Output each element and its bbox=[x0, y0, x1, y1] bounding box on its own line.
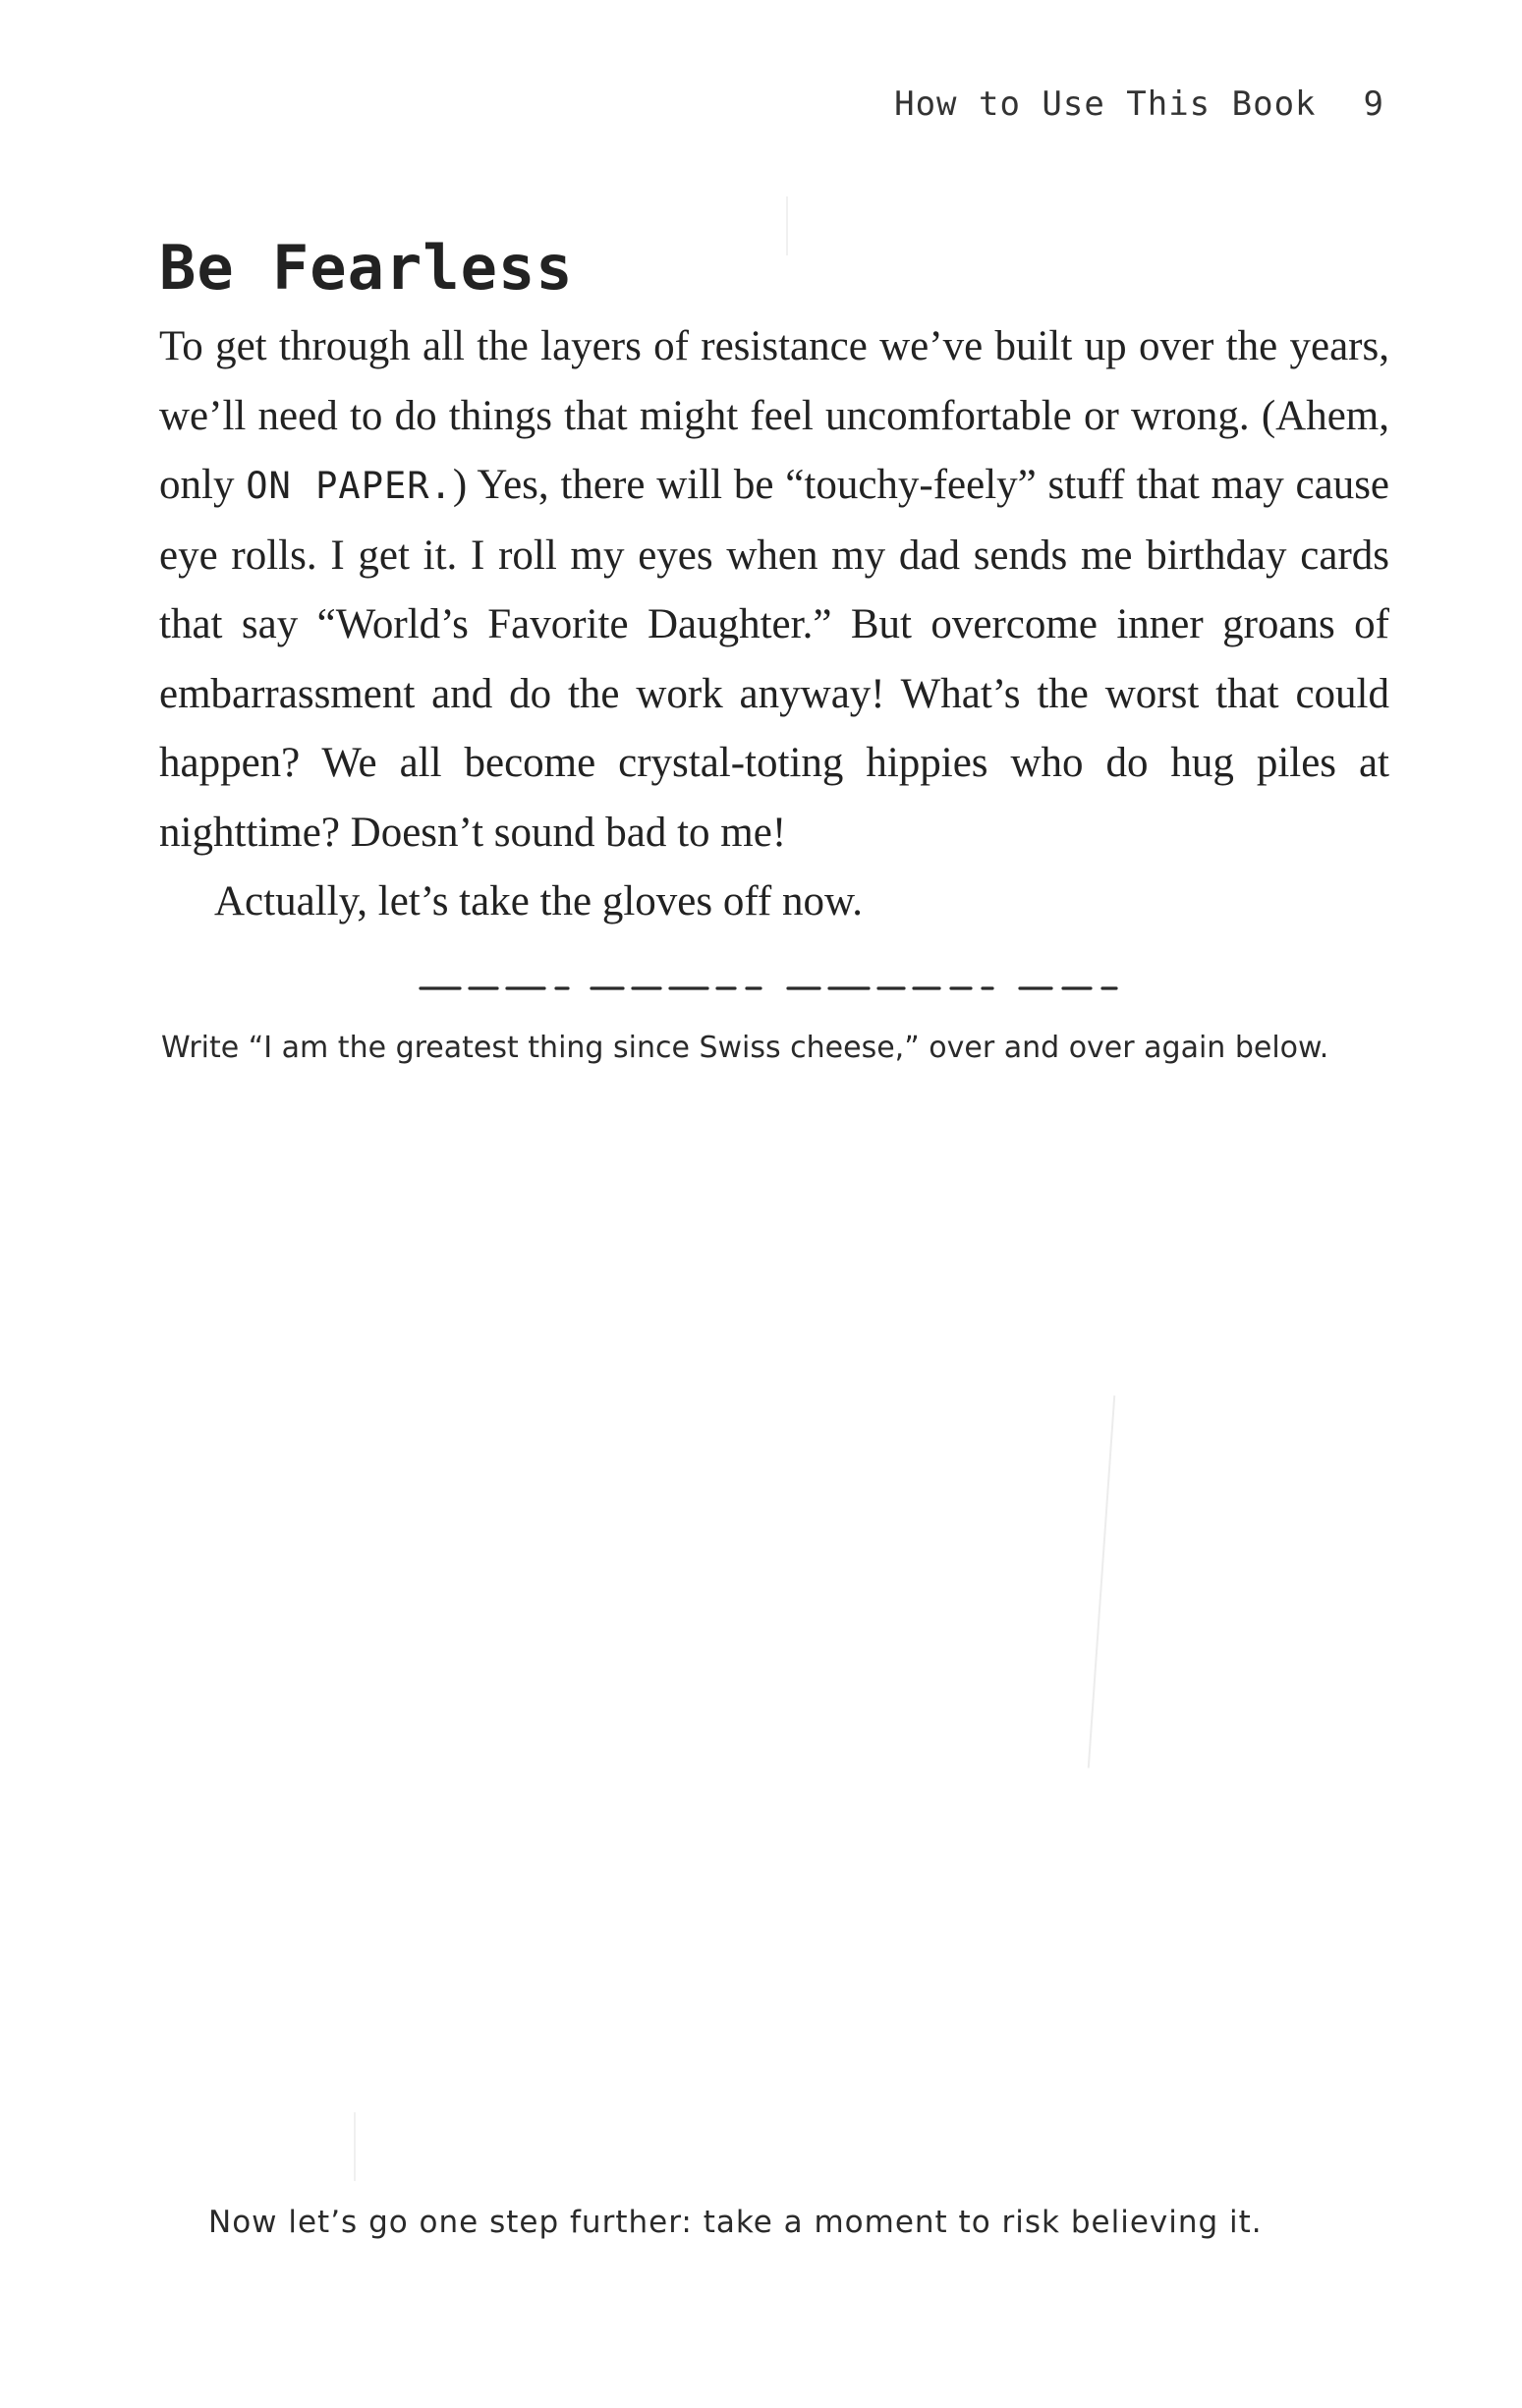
scan-mark bbox=[354, 2112, 356, 2181]
running-title: How to Use This Book bbox=[894, 84, 1317, 124]
running-header bbox=[894, 84, 1384, 124]
dashed-divider bbox=[419, 985, 1118, 991]
writing-space[interactable] bbox=[157, 1091, 1366, 2181]
paragraph-fearless bbox=[159, 312, 1389, 868]
exercise-prompt-believe: Now let’s go one step further: take a moment to risk believing it. bbox=[208, 2205, 1263, 2240]
page-number: 9 bbox=[1363, 84, 1384, 124]
scan-mark bbox=[786, 196, 788, 255]
exercise-prompt-write: Write “I am the greatest thing since Swiss cheese,” over and over again below. bbox=[161, 1031, 1329, 1065]
section-heading: Be Fearless bbox=[159, 232, 574, 304]
paragraph-text-end: ) Yes, there will be “touchy-feely” stuff that may cause eye rolls. I get it. I roll my eyes when my dad sends me birthday cards that say “World’s Favorite Daughter.” But overcome inner groans of embarrassment and do the work anyway! What’s the worst that could happen? We all become crystal-toting hippies who do hug piles at nighttime? Doesn’t sound bad to me! bbox=[159, 462, 1390, 856]
paragraph-text-start: To get through all the layers of resistance we’ve built up over the years, we’ll need to do things that might feel uncomfortable or wrong. (Ahem, only bbox=[159, 323, 1389, 508]
on-paper-emphasis: ON PAPER. bbox=[246, 465, 453, 507]
paragraph-gloves-off: Actually, let’s take the gloves off now. bbox=[214, 878, 863, 924]
body-text bbox=[159, 312, 1389, 937]
